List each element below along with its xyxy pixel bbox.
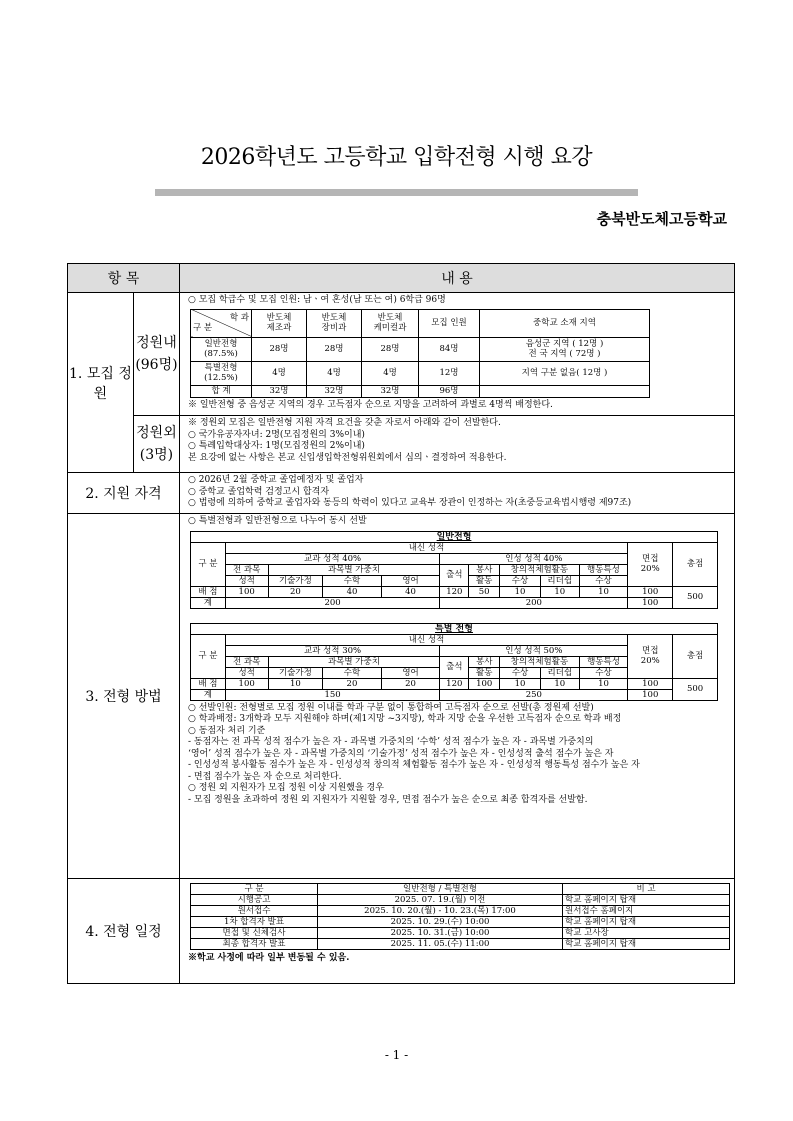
score-cell: 배 점 (191, 678, 226, 689)
score-cell: 20 (268, 586, 323, 597)
sub-inner (133, 293, 179, 416)
page-title: 2026학년도 고등학교 입학전형 시행 요강 (200, 145, 593, 170)
score-cell: 100 (628, 678, 673, 689)
score-cell: 배 점 (191, 586, 226, 597)
schedule-cell: 면접 및 신체검사 (191, 928, 318, 939)
schedule-table (190, 883, 730, 950)
schedule-head (191, 884, 730, 895)
score-cell: 활동 (469, 575, 500, 586)
quota-col-header: 중학교 소재 지역 (480, 309, 650, 337)
quota-cell: 32명 (252, 385, 307, 397)
score-cell: 수상 (579, 575, 628, 586)
score-cell: 기술가정 (268, 575, 323, 586)
score-cell: 과목별 가중치 (268, 656, 440, 667)
quota-cell: 84명 (419, 337, 480, 361)
score-cell: 계 (191, 689, 226, 700)
schedule-cell: 학교 고사장 (563, 928, 730, 939)
schedule-item (191, 939, 730, 950)
score-cell: 교과 성적 30% (225, 645, 440, 656)
method-row (68, 514, 735, 879)
header-content: 내 용 (180, 264, 735, 293)
page-number: - 1 - (384, 1048, 409, 1062)
quota-cell: 4명 (307, 361, 362, 385)
quota-row (191, 385, 650, 397)
score-cell: 성적 (225, 667, 268, 678)
section-method: 3. 전형 방법 (68, 514, 180, 879)
schedule-item (191, 928, 730, 939)
qualify-line: ○ 중학교 졸업학력 검정고시 합격자 (188, 486, 330, 497)
extra-line: 본 요강에 없는 사항은 본교 신입생입학전형위원회에서 심의ㆍ결정하여 적용한다. (188, 452, 507, 463)
quota-col-header: 모집 인원 (419, 309, 480, 337)
schedule-cell: 2025. 10. 31.(금) 10:00 (318, 928, 563, 939)
schedule-item (191, 906, 730, 917)
header-row (68, 264, 735, 293)
score-table (190, 531, 718, 609)
score-cell: 봉사 (469, 656, 500, 667)
schedule-cell: 학교 홈페이지 탑재 (563, 917, 730, 928)
method-line: - 인성성적 봉사활동 점수가 높은 자 - 인성성적 창의적 체험활동 점수가 높은 자 - 인성성적 행동특성 점수가 높은 자 (188, 760, 640, 770)
score-cell: 40 (381, 586, 440, 597)
sub-extra (133, 416, 179, 473)
schedule-cell: 학교 홈페이지 탑재 (563, 939, 730, 950)
score-cell: 기술가정 (268, 667, 323, 678)
score-cell: 10 (500, 678, 541, 689)
score-cell: 인성 성적 50% (440, 645, 628, 656)
schedule-cell: 원서접수 (191, 906, 318, 917)
method-line: ○ 동점자 처리 기준 (188, 725, 266, 736)
sub-inner-label: 정원내 (136, 335, 177, 351)
section-schedule: 4. 전형 일정 (68, 879, 180, 984)
quota-cell: 96명 (419, 385, 480, 397)
score-cell: 10 (540, 586, 579, 597)
recruit-note: ※ 일반전형 중 음성군 지역의 경우 고득점자 순으로 지망을 고려하여 과별로 4명씩 배정한다. (188, 399, 553, 410)
score-cell: 행동특성 (579, 564, 628, 575)
score-cell: 인성 성적 40% (440, 553, 628, 564)
score-cell: 수학 (323, 667, 382, 678)
score-cell: 내신 성적 (225, 542, 628, 553)
quota-cell: 4명 (252, 361, 307, 385)
admission-outline-table (67, 263, 735, 984)
qualify-line: ○ 법령에 의하여 중학교 졸업자와 동등의 학력이 있다고 교육부 장관이 인정하는 자(초중등교육법시행령 제97조) (188, 498, 632, 508)
score-cell: 20 (381, 678, 440, 689)
title-underline-bar (155, 189, 638, 196)
method-line: - 면접 점수가 높은 자 순으로 처리한다. (188, 771, 342, 782)
quota-region: 지역 구분 없음( 12명 ) (480, 361, 650, 385)
score-cell: 교과 성적 40% (225, 553, 440, 564)
extra-line: ※ 정원외 모집은 일반전형 지원 자격 요건을 갖춘 자로서 아래와 같이 선발한다. (188, 418, 501, 428)
score-cell: 100 (628, 586, 673, 597)
score-cell: 40 (323, 586, 382, 597)
quota-row-label: 일반전형 (87.5%) (191, 337, 252, 361)
schedule-head-cell: 일반전형 / 특별전형 (318, 884, 563, 895)
schedule-row (68, 879, 735, 984)
quota-col-header: 반도체 제조과 (252, 309, 307, 337)
score-cell: 120 (440, 586, 469, 597)
score-cell: 면접 20% (628, 542, 673, 586)
recruit-row-2 (68, 416, 735, 473)
score-cell: 총점 (673, 542, 718, 586)
quota-cell: 28명 (252, 337, 307, 361)
score-cell: 리더쉽 (540, 575, 579, 586)
school-name: 충북반도체고등학교 (596, 210, 727, 228)
score-cell: 120 (440, 678, 469, 689)
score-cell: 구 분 (191, 634, 226, 678)
score-cell: 10 (500, 586, 541, 597)
score-cell: 전 과목 (225, 564, 268, 575)
score-cell: 계 (191, 597, 226, 608)
section-recruit: 1. 모집 정원 (68, 293, 134, 473)
quota-cell: 28명 (307, 337, 362, 361)
score-cell: 100 (469, 678, 500, 689)
score-table-title: 일반전형 (191, 531, 718, 542)
recruit-quota-table (190, 309, 650, 398)
score-cell: 250 (440, 689, 628, 700)
schedule-cell: 2025. 07. 19.(월) 이전 (318, 895, 563, 906)
schedule-cell: 2025. 10. 29.(수) 10:00 (318, 917, 563, 928)
score-cell: 전 과목 (225, 656, 268, 667)
quota-corner-top: 학 과 (229, 313, 249, 323)
score-cell: 20 (323, 678, 382, 689)
score-cell: 리더쉽 (540, 667, 579, 678)
score-cell: 수상 (579, 667, 628, 678)
score-cell: 과목별 가중치 (268, 564, 440, 575)
score-cell: 수상 (500, 575, 541, 586)
schedule-item (191, 917, 730, 928)
sub-inner-count: (96명) (135, 357, 178, 373)
score-cell: 100 (225, 678, 268, 689)
score-cell: 200 (440, 597, 628, 608)
recruit-row-1 (68, 293, 735, 416)
quota-cell: 32명 (307, 385, 362, 397)
score-cell: 출석 (440, 656, 469, 678)
score-cell: 영어 (381, 575, 440, 586)
score-table-title: 특별 전형 (191, 623, 718, 634)
score-cell: 총점 (673, 634, 718, 678)
score-cell: 100 (225, 586, 268, 597)
quota-corner (191, 309, 252, 337)
score-cell: 활동 (469, 667, 500, 678)
schedule-cell: 2025. 10. 20.(월) - 10. 23.(목) 17:00 (318, 906, 563, 917)
schedule-cell: 시행공고 (191, 895, 318, 906)
quota-corner-bottom: 구 분 (193, 323, 213, 333)
score-cell: 영어 (381, 667, 440, 678)
method-line: - 동점자는 전 과목 성적 점수가 높은 자 - 과목별 가중치의 ‘수학’ 성적 점수가 높은 자 - 과목별 가중치의 (188, 737, 594, 747)
quota-cell: 28명 (362, 337, 419, 361)
score-cell: 봉사 (469, 564, 500, 575)
method-intro: ○ 특별전형과 일반전형으로 나누어 동시 선발 (188, 516, 367, 526)
qualify-line: ○ 2026년 2월 중학교 졸업예정자 및 졸업자 (188, 475, 364, 485)
sub-extra-label: 정원외 (136, 425, 177, 441)
schedule-cell: 최종 합격자 발표 (191, 939, 318, 950)
qualify-row (68, 473, 735, 514)
method-line: ‘영어’ 성적 점수가 높은 자 - 과목별 가중치의 ‘기술가정’ 성적 점수가 높은 자 - 인성성적 출석 점수가 높은 자 (188, 748, 614, 759)
quota-row (191, 337, 650, 361)
header-item: 항 목 (68, 264, 180, 293)
score-cell: 행동특성 (579, 656, 628, 667)
score-cell: 수학 (323, 575, 382, 586)
score-cell: 10 (268, 678, 323, 689)
quota-row-label: 합 계 (191, 385, 252, 397)
quota-region (480, 385, 650, 397)
schedule-cell: 학교 홈페이지 탑재 (563, 895, 730, 906)
score-cell: 내신 성적 (225, 634, 628, 645)
sub-extra-count: (3명) (139, 447, 174, 463)
score-table (190, 623, 718, 701)
schedule-cell: 2025. 11. 05.(수) 11:00 (318, 939, 563, 950)
method-line: ○ 정원 외 지원자가 모집 정원 이상 지원했을 경우 (188, 783, 384, 793)
extra-line: ○ 국가유공자자녀: 2명(모집정원의 3%이내) (188, 429, 365, 440)
score-cell: 구 분 (191, 542, 226, 586)
score-cell: 창의적체험활동 (500, 656, 580, 667)
schedule-head-cell: 비 고 (563, 884, 730, 895)
method-line: - 모집 정원을 초과하여 정원 외 지원자가 지원할 경우, 면접 점수가 높은 순으로 최종 합격자를 선발함. (188, 794, 588, 805)
quota-col-header: 반도체 케미컬과 (362, 309, 419, 337)
method-line: ○ 선발인원: 전형별로 모집 정원 이내를 학과 구분 없이 통합하여 고득점자 순으로 선발(총 정원제 선발) (188, 702, 594, 713)
score-cell: 수상 (500, 667, 541, 678)
quota-cell: 32명 (362, 385, 419, 397)
schedule-item (191, 895, 730, 906)
recruit-intro: ○ 모집 학급수 및 모집 인원: 남ㆍ여 혼성(남 또는 여) 6학급 96명 (188, 295, 446, 305)
quota-cell: 12명 (419, 361, 480, 385)
score-cell: 100 (628, 597, 673, 608)
quota-col-header: 반도체 장비과 (307, 309, 362, 337)
score-cell: 창의적체험활동 (500, 564, 580, 575)
score-cell: 면접 20% (628, 634, 673, 678)
score-cell: 150 (225, 689, 440, 700)
schedule-cell: 1차 합격자 발표 (191, 917, 318, 928)
score-cell: 출석 (440, 564, 469, 586)
score-cell: 50 (469, 586, 500, 597)
score-cell: 500 (673, 586, 718, 608)
extra-line: ○ 특례입학대상자: 1명(모집정원의 2%이내) (188, 441, 365, 451)
quota-row (191, 361, 650, 385)
score-cell: 100 (628, 689, 673, 700)
score-cell: 500 (673, 678, 718, 700)
schedule-note: ※학교 사정에 따라 일부 변동될 수 있음. (188, 953, 350, 963)
quota-row-label: 특별전형 (12.5%) (191, 361, 252, 385)
score-cell: 10 (579, 678, 628, 689)
schedule-cell: 원서접수 홈페이지 (563, 906, 730, 917)
section-qualify: 2. 지원 자격 (68, 473, 180, 514)
score-cell: 10 (540, 678, 579, 689)
quota-cell: 4명 (362, 361, 419, 385)
score-cell: 10 (579, 586, 628, 597)
quota-region: 음성군 지역 ( 12명 ) 전 국 지역 ( 72명 ) (480, 337, 650, 361)
score-tables (184, 531, 730, 701)
score-cell: 성적 (225, 575, 268, 586)
schedule-head-cell: 구 분 (191, 884, 318, 895)
score-cell: 200 (225, 597, 440, 608)
method-line: ○ 학과배정: 3개학과 모두 지원해야 하며(제1지망 ~3지망), 학과 지망 순을 우선한 고득점자 순으로 학과 배정 (188, 714, 622, 724)
